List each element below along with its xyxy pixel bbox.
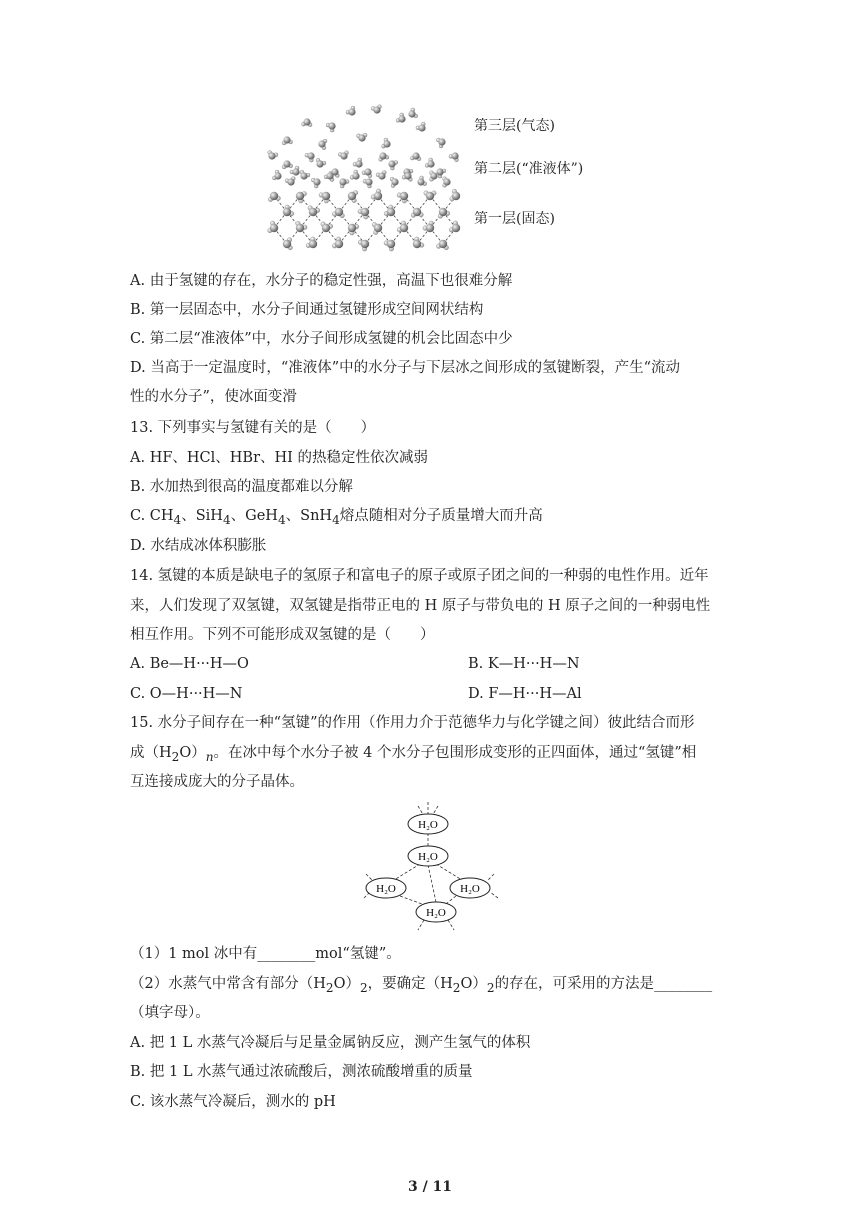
answer-blank-2[interactable]: ________: [654, 976, 713, 992]
water-molecule: [285, 177, 295, 186]
q14-stem-line2: 来，人们发现了双氢键，双氢键是指带正电的 H 原子与带负电的 H 原子之间的一种弱电性: [130, 598, 711, 614]
h2o-node: [408, 814, 448, 834]
water-molecule: [358, 208, 369, 219]
water-molecule: [283, 238, 293, 250]
water-molecule: [318, 139, 327, 150]
q15-stem-line3: 互连接成庞大的分子晶体。: [130, 774, 304, 790]
q15-stem-line2: 成$(H_2O)_n$。在冰中每个水分子被 4 个水分子包围形成变形的正四面体，通过“氢键”相: [130, 745, 697, 764]
water-molecule: [350, 170, 360, 180]
water-molecule: [384, 240, 395, 251]
water-molecule: [339, 178, 349, 188]
water-molecule: [282, 136, 293, 145]
q12-option-d-line1: D. 当高于一定温度时，“准液体”中的水分子与下层冰之间形成的氢键断裂，产生“流动: [130, 360, 681, 376]
water-molecule: [268, 192, 280, 202]
water-molecule: [397, 221, 408, 232]
q12-option-d-line2: 性的水分子”，使冰面变滑: [130, 389, 297, 405]
water-molecule: [296, 221, 307, 232]
water-molecule: [384, 205, 395, 216]
water-molecule: [390, 177, 398, 188]
water-molecule: [396, 113, 405, 123]
q15-sub1: （1）1 mol 冰中有________mol“氢键”。: [130, 946, 401, 962]
layer1-label: 第一层(固态): [474, 211, 555, 227]
water-molecule: [316, 158, 326, 167]
water-molecule: [430, 171, 438, 182]
h2o-node: [366, 878, 406, 898]
water-molecule: [357, 133, 368, 141]
h2o-node-label: H₂O: [460, 883, 480, 895]
q13-option-c: C. $CH_4$、SiH$_4$、GeH$_4$、SnH$_4$熔点随相对分子质量增大而升高: [130, 508, 543, 527]
q14-option-d: D. F—H···H—Al: [468, 686, 582, 702]
water-molecule: [450, 189, 460, 201]
water-molecule: [268, 151, 278, 160]
q14-option-b: B. K—H···H—N: [468, 656, 580, 672]
water-molecule: [411, 208, 423, 218]
water-molecule: [319, 192, 330, 203]
q15-stem-line1: 15. 水分子间存在一种“氢键”的作用（作用力介于范德华力与化学键之间）彼此结合而形: [130, 715, 695, 731]
water-molecule: [353, 158, 363, 168]
water-molecule: [402, 172, 412, 181]
water-molecule: [311, 178, 320, 188]
h2o-node-label: H₂O: [376, 883, 396, 895]
water-molecule: [410, 152, 421, 160]
water-molecule: [379, 152, 389, 161]
water-molecule: [346, 106, 356, 116]
water-molecule: [413, 237, 424, 248]
q15-sub2-line2: （填字母）。: [130, 1005, 210, 1021]
water-molecule: [348, 224, 359, 235]
water-molecule: [305, 152, 315, 162]
water-molecule: [382, 138, 391, 148]
layer3-label: 第三层(气态): [474, 118, 555, 134]
h2o-node: [416, 902, 456, 922]
water-molecule: [338, 151, 348, 160]
water-molecule: [308, 206, 320, 217]
water-molecule: [436, 138, 445, 148]
q13-stem: 13. 下列事实与氢键有关的是（ ）: [130, 420, 376, 436]
water-molecule: [371, 189, 382, 200]
q15-option-a: A. 把 1 L 水蒸气冷凝后与足量金属钠反应，测产生氢气的体积: [130, 1035, 531, 1051]
water-molecule: [362, 168, 372, 177]
q15-option-c: C. 该水蒸气冷凝后，测水的 pH: [130, 1094, 336, 1110]
h2o-node-label: H₂O: [418, 851, 438, 863]
water-molecule: [423, 221, 434, 232]
water-molecule: [438, 208, 450, 218]
h2o-tetrahedron-figure: [358, 800, 506, 940]
water-molecule: [449, 221, 460, 232]
answer-blank-1[interactable]: ________: [257, 946, 316, 962]
h2o-node: [450, 878, 490, 898]
water-molecule: [363, 178, 373, 188]
q14-option-c: C. O—H···H—N: [130, 686, 243, 702]
water-molecule: [306, 237, 317, 248]
q14-option-a: A. Be—H···H—O: [130, 656, 249, 672]
layer2-label: 第二层(“准液体”): [474, 161, 584, 177]
water-molecule: [408, 108, 417, 118]
water-molecule: [321, 222, 333, 232]
water-molecule: [436, 240, 448, 250]
water-molecule: [348, 191, 358, 203]
q12-option-c: C. 第二层“准液体”中，水分子间形成氢键的机会比固态中少: [130, 331, 513, 347]
water-molecule: [397, 192, 408, 203]
water-molecule: [296, 192, 307, 204]
water-molecule: [332, 237, 343, 248]
water-molecule: [326, 122, 336, 132]
h2o-node: [408, 846, 448, 866]
water-molecule: [449, 152, 459, 161]
q15-sub2-line1: （2）水蒸气中常含有部分$(H_2O)_2$，要确定$(H_2O)_2$的存在，可采用的方法是________: [130, 976, 713, 995]
water-molecule: [388, 160, 397, 170]
water-molecule: [268, 221, 279, 233]
water-molecule: [358, 240, 369, 251]
water-molecule: [416, 122, 426, 132]
water-molecule: [282, 160, 293, 169]
h2o-node-label: H₂O: [418, 819, 438, 831]
water-molecule: [302, 118, 313, 126]
q15-option-b: B. 把 1 L 水蒸气通过浓硫酸后，测浓硫酸增重的质量: [130, 1064, 473, 1080]
water-molecule: [300, 170, 310, 179]
water-molecule: [272, 170, 281, 180]
q13-option-b: B. 水加热到很高的温度都难以分解: [130, 479, 353, 495]
water-molecule: [324, 172, 334, 181]
water-molecule: [283, 205, 294, 216]
water-molecule: [424, 191, 436, 200]
page-number: 3 / 11: [407, 1179, 453, 1195]
q13-option-d: D. 水结成冰体积膨胀: [130, 538, 267, 554]
water-molecule: [376, 171, 386, 180]
q13-option-a: A. HF、HCl、HBr、HI 的热稳定性依次减弱: [130, 450, 428, 466]
q12-option-a: A. 由于氢键的存在，水分子的稳定性强，高温下也很难分解: [130, 273, 513, 289]
water-molecule: [371, 105, 381, 114]
ice-layer-figure: [262, 104, 472, 262]
water-molecule: [417, 176, 426, 186]
q14-stem-line1: 14. 氢键的本质是缺电子的氢原子和富电子的原子或原子团之间的一种弱的电性作用。近年: [130, 568, 709, 584]
water-molecule: [443, 177, 451, 188]
q14-stem-line3: 相互作用。下列不可能形成双氢键的是（ ）: [130, 627, 435, 643]
q12-option-b: B. 第一层固态中，水分子间通过氢键形成空间网状结构: [130, 302, 484, 318]
water-molecule: [332, 208, 344, 218]
h2o-node-label: H₂O: [426, 907, 446, 919]
water-molecule: [425, 158, 434, 168]
